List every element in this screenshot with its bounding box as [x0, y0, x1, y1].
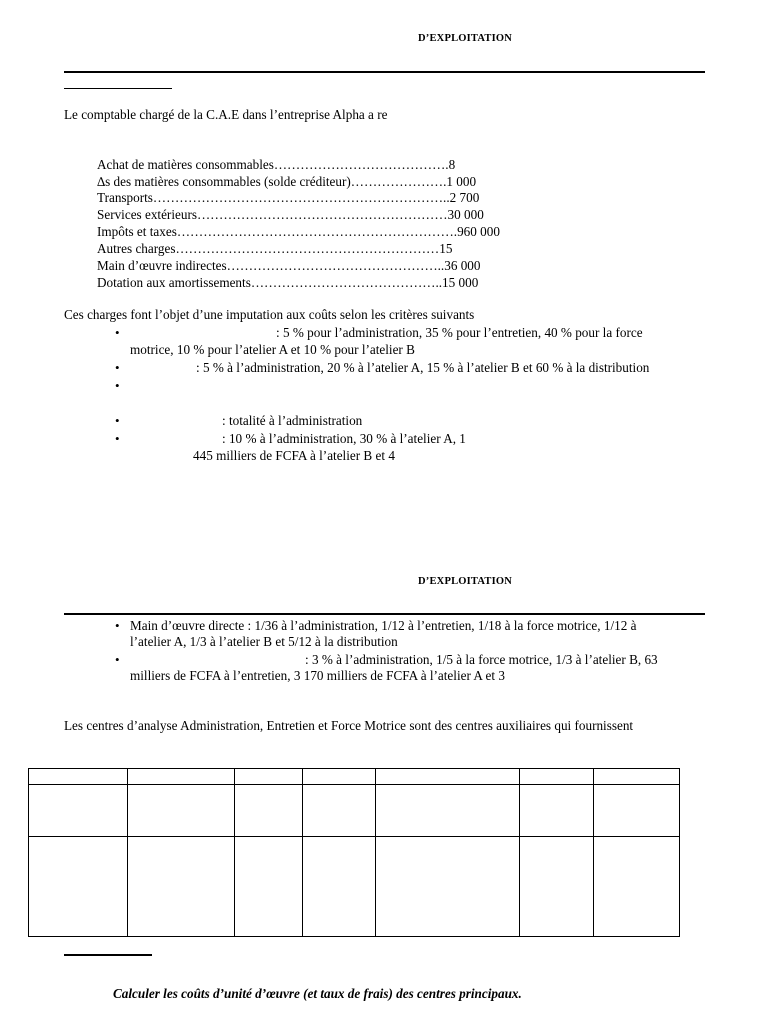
table-cell — [520, 769, 594, 785]
criteria-item-text: : 5 % pour l’administration, 35 % pour l’entretien, 40 % pour la force — [276, 325, 643, 340]
table-cell — [128, 837, 235, 937]
table-cell — [594, 769, 680, 785]
bullet-icon: • — [115, 652, 120, 667]
header-rule — [64, 613, 705, 615]
short-rule — [64, 954, 152, 956]
bullet-icon: • — [115, 378, 120, 393]
table-cell — [303, 785, 376, 837]
table-cell — [128, 785, 235, 837]
charge-item: ∆s des matières consommables (solde créditeur)………………….1 000 — [97, 174, 477, 189]
header-rule — [64, 71, 705, 73]
criteria-item-text: : totalité à l’administration — [222, 413, 363, 428]
table-cell — [303, 769, 376, 785]
section-header: D’EXPLOITATION — [418, 576, 513, 587]
criteria-item-text: : 10 % à l’administration, 30 % à l’atelier A, 1 — [222, 431, 466, 446]
criteria-item-text: l’atelier A, 1/3 à l’atelier B et 5/12 à la distribution — [130, 634, 398, 649]
charge-item: Dotation aux amortissements……………………………………..15 000 — [97, 275, 479, 290]
bullet-icon: • — [115, 431, 120, 446]
table-cell — [29, 837, 128, 937]
charge-item: Transports…………………………………………………………..2 700 — [97, 190, 480, 205]
table-cell — [29, 785, 128, 837]
table-cell — [235, 837, 303, 937]
short-rule — [64, 88, 172, 89]
table-cell — [376, 837, 520, 937]
bullet-icon: • — [115, 618, 120, 633]
criteria-item-text: Main d’œuvre directe : 1/36 à l’administration, 1/12 à l’entretien, 1/18 à la force motrice, 1/12 à — [130, 618, 637, 633]
table-cell — [520, 837, 594, 937]
charge-item: Achat de matières consommables………………………………….8 — [97, 157, 456, 172]
table-cell — [520, 785, 594, 837]
charge-item: Autres charges……………………………………………………15 — [97, 241, 453, 256]
bullet-icon: • — [115, 360, 120, 375]
charge-item: Impôts et taxes……………………………………………………….960 000 — [97, 224, 500, 239]
distribution-table — [28, 768, 680, 937]
table-cell — [376, 769, 520, 785]
charge-item: Services extérieurs…………………………………………………30 000 — [97, 207, 484, 222]
criteria-item-text: : 5 % à l’administration, 20 % à l’atelier A, 15 % à l’atelier B et 60 % à la distribution — [196, 360, 650, 375]
bullet-icon: • — [115, 325, 120, 340]
charge-item: Main d’œuvre indirectes…………………………………………..36 000 — [97, 258, 481, 273]
table-cell — [303, 837, 376, 937]
criteria-item-text: milliers de FCFA à l’entretien, 3 170 milliers de FCFA à l’atelier A et 3 — [130, 668, 505, 683]
criteria-item-text: : 3 % à l’administration, 1/5 à la force motrice, 1/3 à l’atelier B, 63 — [305, 652, 658, 667]
centres-text: Les centres d’analyse Administration, Entretien et Force Motrice sont des centres auxiliaires qui fournissent — [64, 718, 634, 733]
bullet-icon: • — [115, 413, 120, 428]
instruction-text: Calculer les coûts d’unité d’œuvre (et taux de frais) des centres principaux. — [113, 986, 522, 1001]
table-cell — [29, 769, 128, 785]
criteria-item-text: motrice, 10 % pour l’atelier A et 10 % pour l’atelier B — [130, 342, 415, 357]
table-cell — [235, 785, 303, 837]
table-cell — [594, 785, 680, 837]
criteria-item-text: 445 milliers de FCFA à l’atelier B et 4 — [193, 448, 395, 463]
intro-text: Le comptable chargé de la C.A.E dans l’entreprise Alpha a re — [64, 107, 388, 122]
table-cell — [235, 769, 303, 785]
table-cell — [128, 769, 235, 785]
section-header: D’EXPLOITATION — [418, 33, 513, 44]
imputation-intro: Ces charges font l’objet d’une imputation aux coûts selon les critères suivants — [64, 307, 475, 322]
table-cell — [376, 785, 520, 837]
table-cell — [594, 837, 680, 937]
